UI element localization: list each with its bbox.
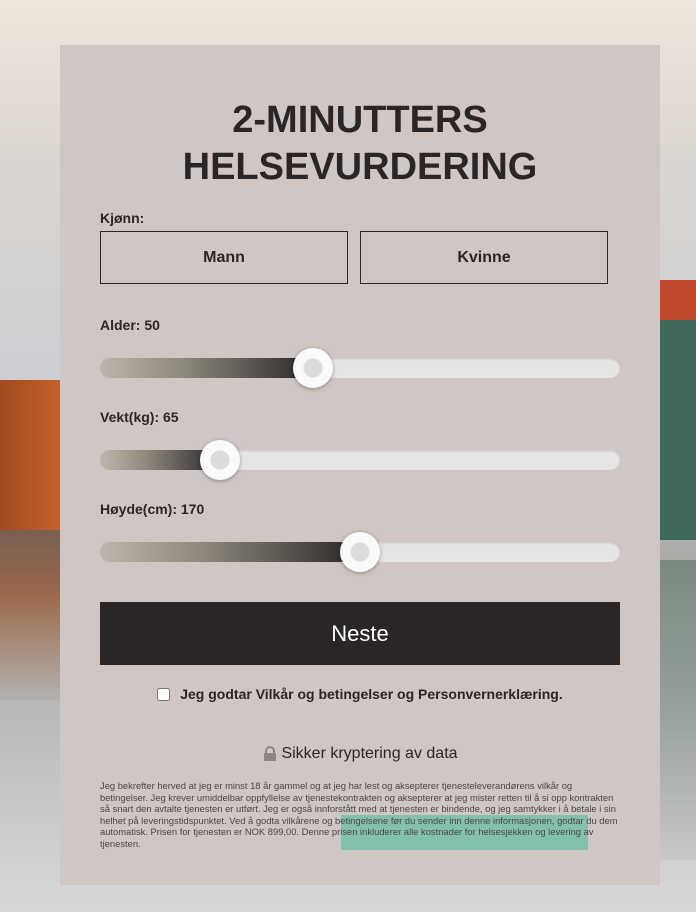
terms-row[interactable]: [60, 686, 660, 702]
weight-label: Vekt(kg): 65: [100, 409, 179, 425]
gender-female-button[interactable]: Kvinne: [360, 231, 608, 284]
age-slider-thumb[interactable]: [293, 348, 333, 388]
background-reflection-right: [660, 560, 696, 860]
terms-label: Jeg godtar Vilkår og betingelser og Personvernerklæring.: [180, 686, 563, 702]
background-houses-right: [660, 280, 696, 540]
weight-slider[interactable]: [100, 450, 620, 470]
background-houses-left: [0, 380, 60, 530]
age-slider[interactable]: [100, 358, 620, 378]
secure-label: Sikker kryptering av data: [281, 745, 458, 762]
gender-male-button[interactable]: Mann: [100, 231, 348, 284]
height-slider[interactable]: [100, 542, 620, 562]
age-label: Alder: 50: [100, 317, 160, 333]
height-slider-thumb[interactable]: [340, 532, 380, 572]
height-label: Høyde(cm): 170: [100, 501, 205, 517]
secure-note: [60, 745, 660, 763]
weight-slider-thumb[interactable]: [200, 440, 240, 480]
age-slider-fill: [100, 358, 313, 378]
fine-print: Jeg bekrefter herved at jeg er minst 18 år gammel og at jeg har lest og aksepterer tjenesteleverandørens vilkår og betingelser. Jeg krever umiddelbar oppfyllelse av tjenestekontrakten og aksepterer at jeg mister retten til å si opp kontrakten så snart den avtalte tjenesten er utført. Jeg er også innforstått med at tjenesten er bindende, og jeg samtykker i å betale i sin helhet på leveringstidspunktet. Ved å godta vilkårene og betingelsene før du sender inn denne informasjonen, godtar du dem automatisk. Prisen for tjenesten er NOK 899,00. Denne prisen inkluderer alle kostnader for helsesjekken og levering av tjenesten.: [100, 780, 618, 849]
next-button[interactable]: Neste: [100, 602, 620, 665]
height-slider-fill: [100, 542, 360, 562]
form-panel: [60, 45, 660, 885]
lock-icon: [262, 746, 278, 762]
page-title: 2-MINUTTERS HELSEVURDERING: [182, 99, 538, 188]
background-reflection-left: [0, 530, 60, 700]
gender-label: Kjønn:: [100, 210, 145, 226]
terms-checkbox[interactable]: [157, 688, 170, 701]
